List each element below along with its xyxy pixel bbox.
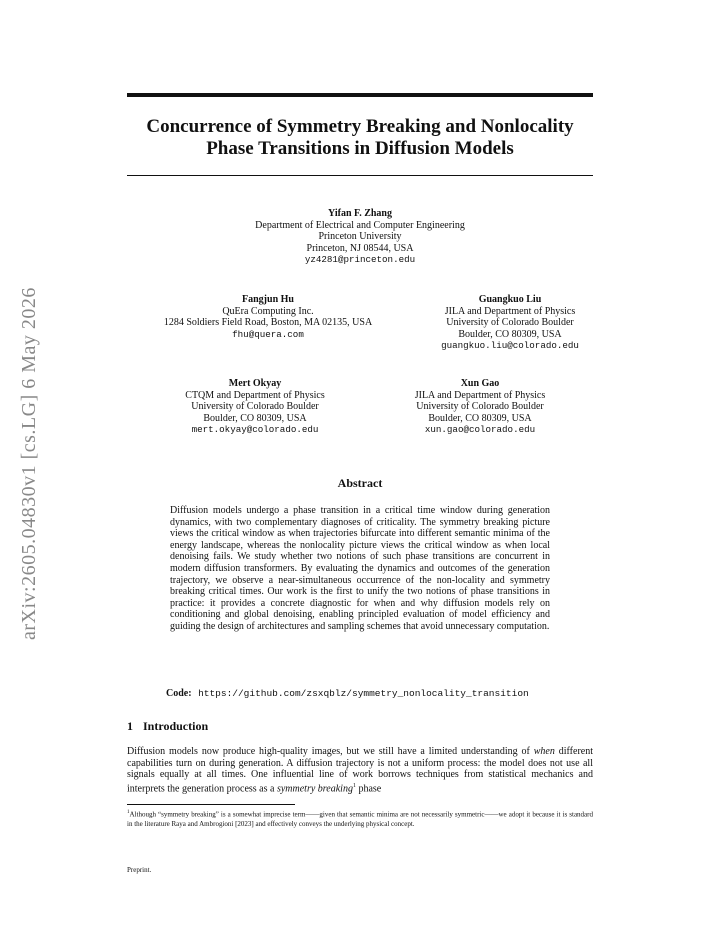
author-address: Princeton, NJ 08544, USA xyxy=(306,242,414,254)
title-bottom-rule xyxy=(127,175,593,176)
intro-text: phase xyxy=(355,783,382,795)
author-address: 1284 Soldiers Field Road, Boston, MA 02135, USA xyxy=(163,317,373,328)
author-email[interactable]: fhu@quera.com xyxy=(232,328,304,340)
author-address: Boulder, CO 80309, USA xyxy=(458,328,562,340)
author-affiliation: Princeton University xyxy=(318,231,402,242)
author-block xyxy=(210,208,510,266)
author-email[interactable]: xun.gao@colorado.edu xyxy=(424,424,536,435)
footnote xyxy=(127,808,593,829)
code-link-line xyxy=(166,688,529,699)
author-block xyxy=(400,294,620,352)
section-heading xyxy=(127,719,208,734)
author-affiliation: QuEra Computing Inc. xyxy=(222,305,314,317)
footnote-marker[interactable]: 1 xyxy=(352,782,356,789)
intro-text: Diffusion models now produce high-quality images, but we still have a limited understanding of xyxy=(127,746,534,757)
preprint-label: Preprint. xyxy=(127,866,152,874)
footnote-text: Although “symmetry breaking” is a somewhat imprecise term——given that semantic minima are not necessarily symmetric——we adopt it because it is standard in the literature Raya and Ambrogioni [2023] and effectively conveys the underlying physical concept. xyxy=(127,810,593,828)
author-affiliation: University of Colorado Boulder xyxy=(191,401,319,412)
section-title: Introduction xyxy=(143,719,209,733)
author-email[interactable]: guangkuo.liu@colorado.edu xyxy=(441,340,579,351)
author-affiliation: JILA and Department of Physics xyxy=(414,389,546,401)
author-email[interactable]: mert.okyay@colorado.edu xyxy=(191,424,319,435)
title-line-2: Phase Transitions in Diffusion Models xyxy=(206,138,514,159)
author-affiliation: Department of Electrical and Computer Engineering xyxy=(255,219,465,231)
arxiv-identifier[interactable]: arXiv:2605.04830v1 [cs.LG] 6 May 2026 xyxy=(18,287,40,640)
author-affiliation: University of Colorado Boulder xyxy=(416,401,544,412)
intro-text: different capabilities turn on during generation. A diffusion trajectory is not a uniform process: the model does not use all signals equally at all times. One influential line of work borrows techniques from statistical mechanics and interprets the generation process as a xyxy=(127,746,593,795)
author-affiliation: CTQM and Department of Physics xyxy=(185,389,325,401)
code-label: Code: xyxy=(166,688,192,699)
author-block xyxy=(140,294,396,340)
author-affiliation: University of Colorado Boulder xyxy=(446,317,574,328)
title-line-1: Concurrence of Symmetry Breaking and Nonlocality xyxy=(146,116,574,137)
author-email[interactable]: yz4281@princeton.edu xyxy=(304,254,416,265)
intro-paragraph xyxy=(127,746,593,795)
author-name: Fangjun Hu xyxy=(242,294,294,305)
abstract-heading: Abstract xyxy=(337,476,383,490)
code-url-link[interactable]: https://github.com/zsxqblz/symmetry_nonlocality_transition xyxy=(198,688,529,699)
author-address: Boulder, CO 80309, USA xyxy=(203,412,307,424)
paper-title xyxy=(127,116,593,160)
section-number: 1 xyxy=(127,719,133,733)
author-block xyxy=(380,378,580,436)
author-name: Xun Gao xyxy=(460,378,500,389)
author-address: Boulder, CO 80309, USA xyxy=(428,412,532,424)
footnote-rule xyxy=(127,804,295,805)
author-affiliation: JILA and Department of Physics xyxy=(444,305,576,317)
author-name: Guangkuo Liu xyxy=(478,294,542,305)
abstract-text: Diffusion models undergo a phase transition in a critical time window during generation dynamics, with two complementary diagnoses of criticality. The symmetry breaking picture views the critical window as when trajectories bifurcate into different semantic minima of the energy landscape, whereas the nonlocality picture views the critical window as when local denoising fails. We study whether two notions of such phase transitions are concurrent in modern diffusion transformers. By evaluating the dynamics and outcomes of the generation trajectory, we observe a near-simultaneous occurrence of the non-locality and symmetry breaking critical times. Our work is the first to unify the two notions of phase transitions in practice: it provides a concrete diagnostic for when and why diffusion models rely on conditioning and global denoising, enabling principled evaluation of model efficiency and guiding the design of architectures and sampling schemes that avoid unnecessary computation. xyxy=(170,505,550,632)
title-top-rule xyxy=(127,93,593,97)
footnote-number: 1 xyxy=(127,810,130,815)
intro-emphasis: symmetry breaking xyxy=(276,783,353,795)
author-name: Mert Okyay xyxy=(228,378,282,389)
author-name: Yifan F. Zhang xyxy=(327,208,392,219)
intro-emphasis: when xyxy=(533,746,555,757)
author-block xyxy=(155,378,355,436)
